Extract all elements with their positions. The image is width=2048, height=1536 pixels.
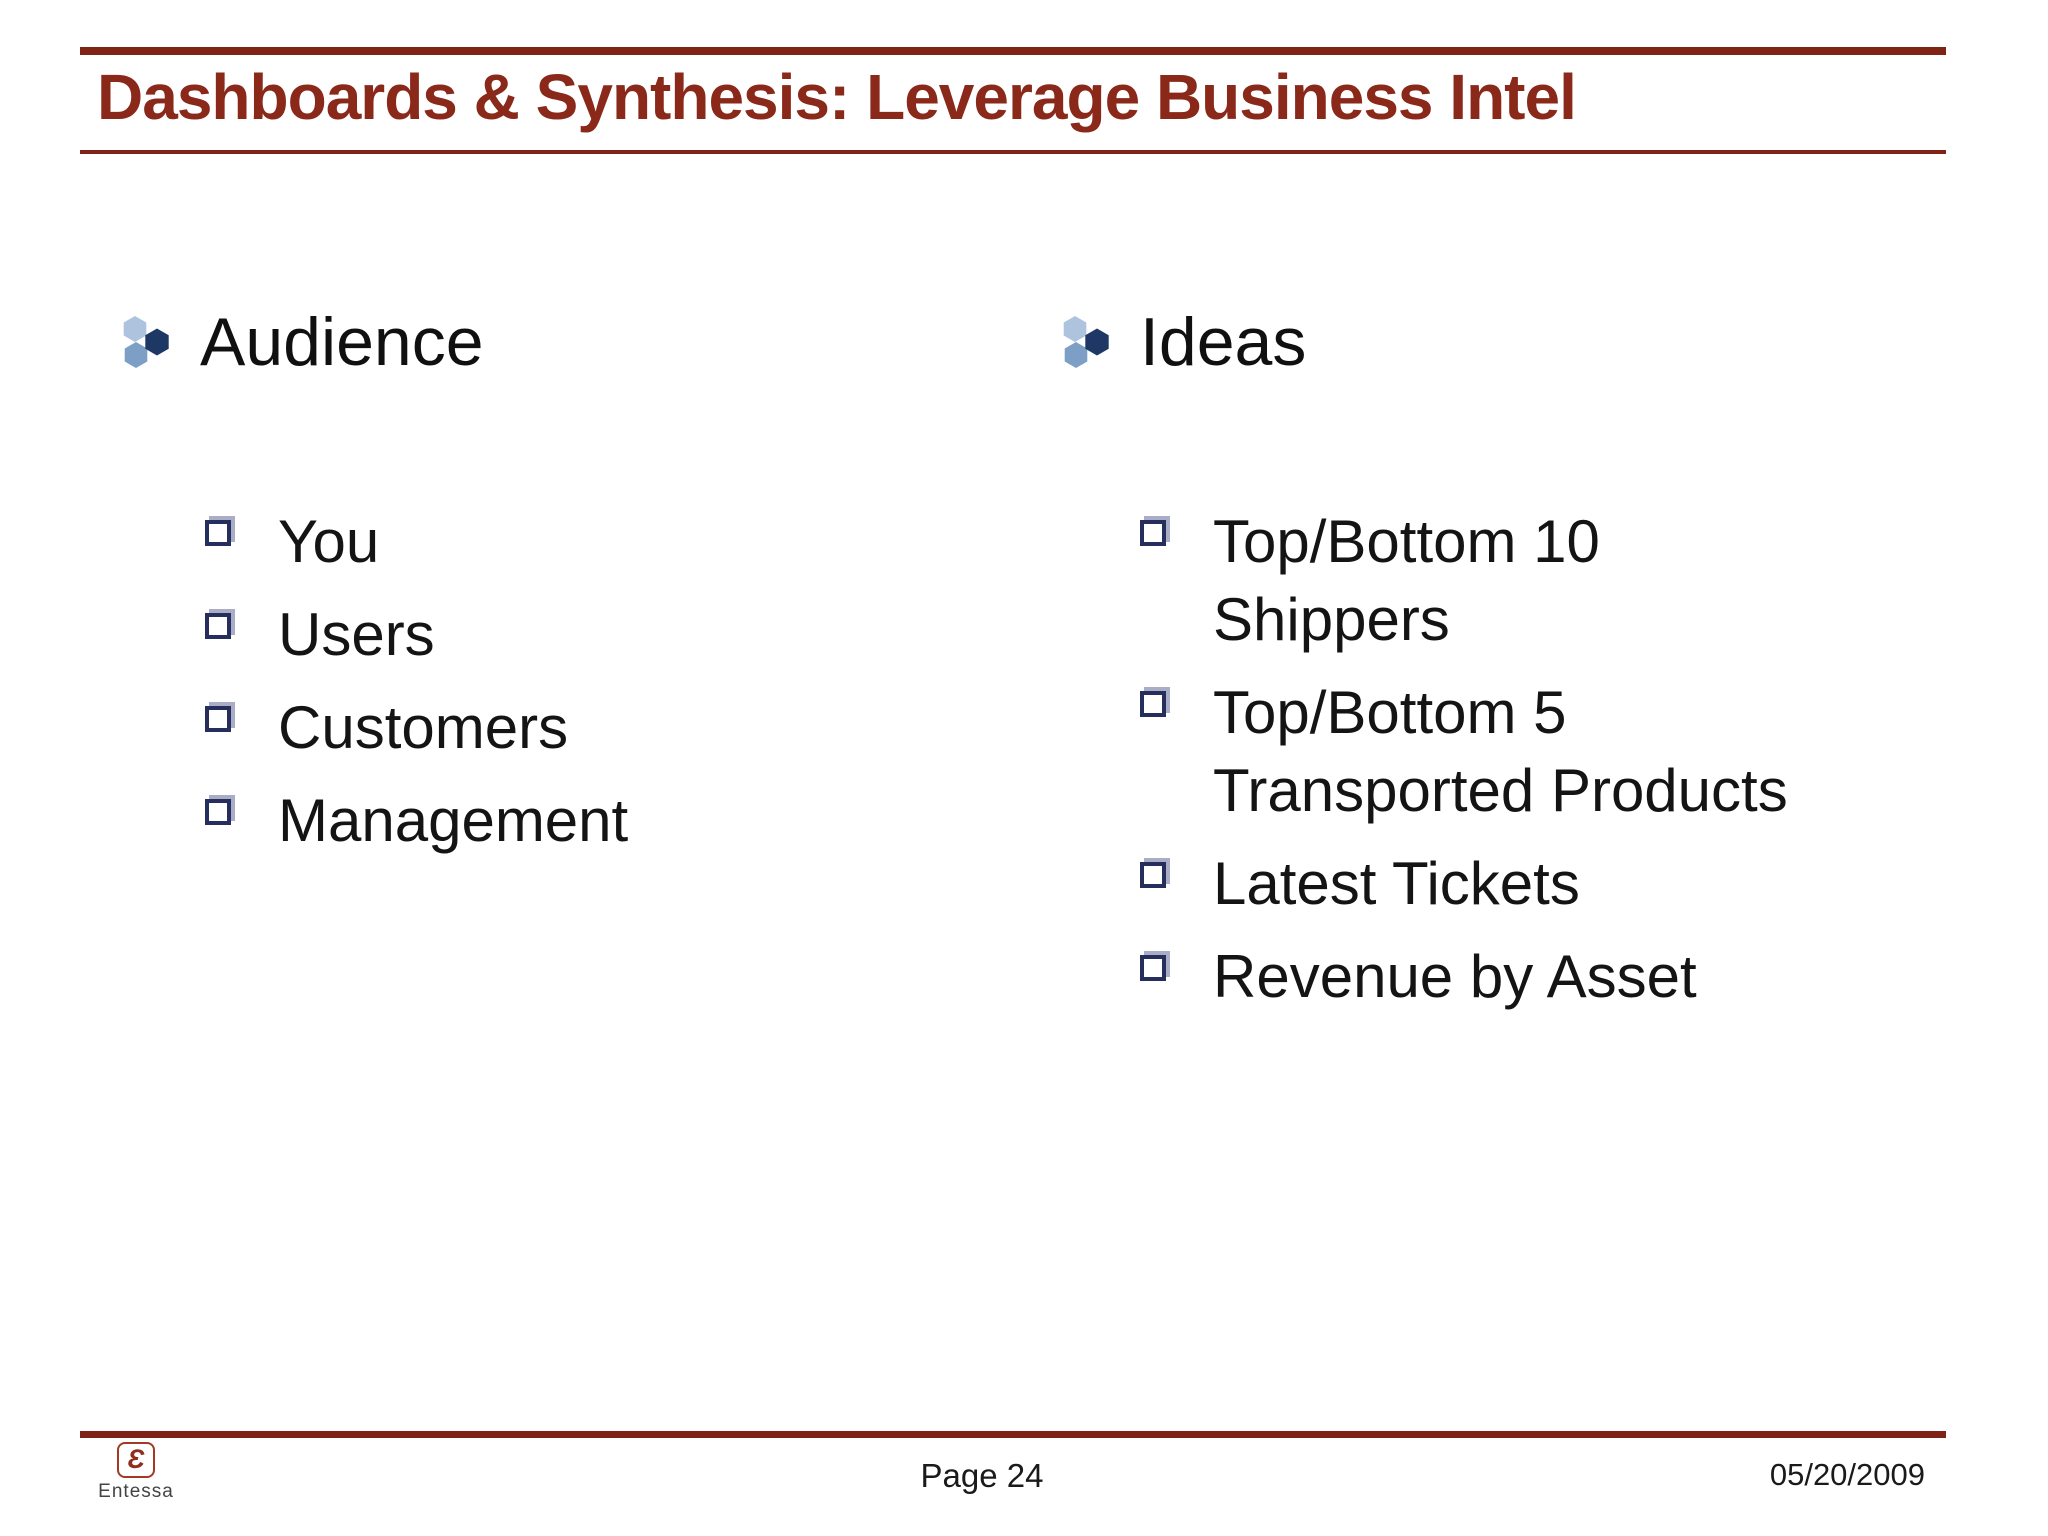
list-item <box>205 782 905 860</box>
list-item-label: Top/Bottom 10 Shippers <box>1213 508 1600 653</box>
list-item <box>1140 503 1812 659</box>
page-number: Page 24 <box>920 1457 1044 1494</box>
list-item-label: Users <box>278 601 435 668</box>
list-item <box>205 689 905 767</box>
footer-date: 05/20/2009 <box>1769 1457 1925 1492</box>
square-bullet-icon <box>205 706 231 732</box>
list-item-label: You <box>278 508 380 575</box>
footer-rule <box>80 1431 1946 1438</box>
section-heading-ideas <box>1060 300 1306 384</box>
audience-list <box>205 503 905 875</box>
list-item <box>1140 938 1812 1016</box>
list-item-label: Management <box>278 787 629 854</box>
ideas-list <box>1140 503 1812 1031</box>
hexagon-cluster-icon <box>120 315 170 369</box>
list-item-label: Customers <box>278 694 569 761</box>
list-item <box>1140 845 1812 923</box>
square-bullet-icon <box>205 520 231 546</box>
hexagon-cluster-icon <box>1060 315 1110 369</box>
square-bullet-icon <box>1140 955 1166 981</box>
title-underline-rule <box>80 150 1946 154</box>
list-item <box>1140 674 1812 830</box>
square-bullet-icon <box>1140 691 1166 717</box>
section-heading-audience <box>120 300 484 384</box>
list-item-label: Revenue by Asset <box>1213 943 1697 1010</box>
section-heading-label: Ideas <box>1140 304 1307 380</box>
list-item <box>205 503 905 581</box>
slide-title: Dashboards & Synthesis: Leverage Business Intel <box>97 61 1576 133</box>
top-rule <box>80 47 1946 55</box>
square-bullet-icon <box>1140 862 1166 888</box>
list-item-label: Top/Bottom 5 Transported Products <box>1213 679 1788 824</box>
entessa-logo <box>98 1442 174 1503</box>
square-bullet-icon <box>205 799 231 825</box>
entessa-logo-icon: Ɛ <box>117 1442 155 1478</box>
list-item <box>205 596 905 674</box>
section-heading-label: Audience <box>200 304 484 380</box>
square-bullet-icon <box>1140 520 1166 546</box>
list-item-label: Latest Tickets <box>1213 850 1580 917</box>
entessa-logo-label: Entessa <box>98 1481 174 1502</box>
square-bullet-icon <box>205 613 231 639</box>
